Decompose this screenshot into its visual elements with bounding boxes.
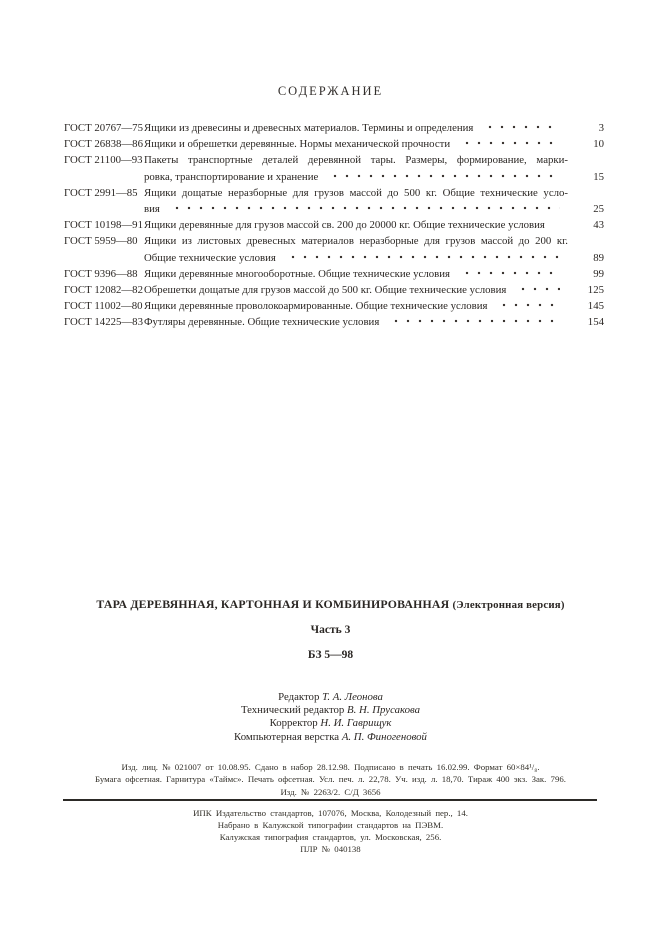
staff-name: А. П. Финогеновой <box>341 730 427 743</box>
gost-number: ГОСТ 5959—80 <box>64 235 138 248</box>
toc-row <box>64 233 604 249</box>
toc-entry-text: Ящики из листовых древесных материалов неразборные для грузов массой до 200 кг. <box>144 235 568 248</box>
page-number: 10 <box>593 138 604 151</box>
toc-row <box>64 282 604 298</box>
page-number: 25 <box>593 202 604 215</box>
staff-role: Компьютерная верстка <box>234 730 340 743</box>
toc-entry-text: Пакеты транспортные деталей деревянной тары. Размеры, формирование, марки- <box>144 154 568 167</box>
dot-leader <box>283 250 560 266</box>
toc-entry-text: ровка, транспортирование и хранение <box>144 170 319 183</box>
toc-entry-text: Общие технические условия <box>144 251 276 264</box>
toc-row <box>64 314 604 330</box>
gost-number: ГОСТ 14225—83 <box>64 316 143 329</box>
toc-row <box>64 185 604 201</box>
dot-leader <box>480 120 560 136</box>
toc-entry-text: вия <box>144 202 160 215</box>
staff-role: Технический редактор <box>240 704 345 717</box>
staff-name: Т. А. Леонова <box>322 691 383 703</box>
toc-entry-text: Ящики и обрешетки деревянные. Нормы механической прочности <box>144 138 451 151</box>
dot-leader <box>552 217 560 233</box>
dot-leader <box>457 266 560 282</box>
gost-number: ГОСТ 20767—75 <box>64 122 143 134</box>
gost-number: ГОСТ 2991—85 <box>64 186 138 199</box>
toc-entry-text: Обрешетки дощатые для грузов массой до 500 кг. Общие технические условия <box>144 283 507 296</box>
publisher-line-4: ПЛР № 040138 <box>300 844 361 854</box>
toc-row-continuation <box>64 169 604 185</box>
staff-role: Корректор <box>269 717 318 730</box>
gost-number: ГОСТ 11002—80 <box>64 300 143 313</box>
staff-line <box>0 731 661 744</box>
page-number: 3 <box>598 122 604 134</box>
publisher-line-2: Набрано в Калужской типографии стандартов на ПЭВМ. <box>217 820 444 830</box>
gost-number: ГОСТ 12082—82 <box>64 283 143 296</box>
series-title <box>0 597 661 612</box>
gost-number: ГОСТ 26838—86 <box>64 138 143 151</box>
gost-number: ГОСТ 10198—91 <box>64 219 143 232</box>
toc-list <box>64 120 604 330</box>
imprint-line-3: Изд. № 2263/2. С/Д 3656 <box>280 786 381 797</box>
dot-leader <box>325 169 560 185</box>
divider-rule <box>63 799 597 801</box>
staff-name: Н. И. Гаврищук <box>320 717 392 730</box>
toc-entry-text: Ящики деревянные для грузов массой св. 200 до 20000 кг. Общие технические условия <box>144 219 545 232</box>
page-number: 125 <box>587 283 604 296</box>
toc-entry-text: Футляры деревянные. Общие технические условия <box>144 316 380 329</box>
page-number: 145 <box>587 300 604 313</box>
gost-number: ГОСТ 21100—93 <box>64 154 143 167</box>
page-number: 43 <box>593 219 604 232</box>
series-title-suffix: (Электронная версия) <box>452 599 565 611</box>
page-number: 89 <box>593 251 604 264</box>
imprint-line-2: Бумага офсетная. Гарнитура «Таймс». Печать офсетная. Усл. печ. л. 22,78. Уч. изд. л. 18,70. Тираж 400 экз. Зак. 796. <box>95 774 566 785</box>
toc-row <box>64 217 604 233</box>
toc-entry-text: Ящики деревянные проволокоармированные. Общие технические условия <box>144 300 488 313</box>
publisher-line-1: ИПК Издательство стандартов, 107076, Москва, Колодезный пер., 14. <box>193 808 468 818</box>
imprint-line-1: Изд. лиц. № 021007 от 10.08.95. Сдано в набор 28.12.98. Подписано в печать 16.02.99. Формат 60×84¹/₈. <box>121 762 540 772</box>
staff-line <box>0 717 661 730</box>
imprint-block <box>0 761 661 798</box>
dot-leader <box>494 298 560 314</box>
publisher-line-3: Калужская типография стандартов, ул. Московская, 256. <box>219 832 442 842</box>
publisher-block <box>0 807 661 855</box>
staff-name: В. Н. Прусакова <box>347 704 421 717</box>
gost-number: ГОСТ 9396—88 <box>64 267 138 280</box>
series-title-main: ТАРА ДЕРЕВЯННАЯ, КАРТОННАЯ И КОМБИНИРОВАННАЯ <box>96 597 450 611</box>
page-number: 99 <box>593 267 604 280</box>
part-label: Часть 3 <box>310 624 351 636</box>
page-number: 154 <box>587 316 604 329</box>
toc-row <box>64 120 604 136</box>
toc-row <box>64 136 604 152</box>
page-number: 15 <box>593 170 604 183</box>
staff-line <box>0 704 661 717</box>
toc-row <box>64 266 604 282</box>
dot-leader <box>457 136 560 152</box>
staff-role: Редактор <box>278 691 320 703</box>
staff-line <box>0 691 661 704</box>
staff-block <box>0 691 661 744</box>
toc-row-continuation <box>64 201 604 217</box>
toc-heading: СОДЕРЖАНИЕ <box>277 84 384 98</box>
toc-row <box>64 152 604 168</box>
toc-row <box>64 298 604 314</box>
dot-leader <box>167 201 560 217</box>
toc-entry-text: Ящики деревянные многооборотные. Общие технические условия <box>144 267 450 280</box>
dot-leader <box>513 282 560 298</box>
toc-row-continuation <box>64 250 604 266</box>
toc-entry-text: Ящики из древесины и древесных материалов. Термины и определения <box>144 122 474 134</box>
dot-leader <box>386 314 560 330</box>
toc-entry-text: Ящики дощатые неразборные для грузов массой до 500 кг. Общие технические усло- <box>144 186 568 199</box>
bz-code: БЗ 5—98 <box>307 649 354 661</box>
